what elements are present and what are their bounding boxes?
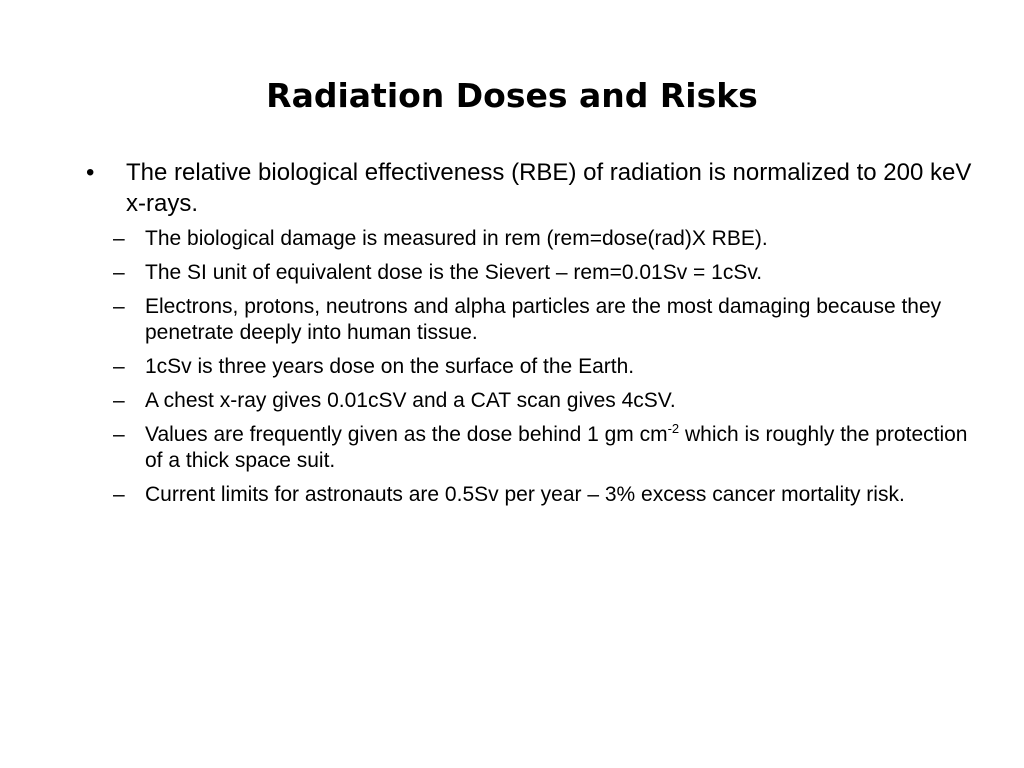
sub-bullet-text <box>145 423 967 472</box>
sub-bullet <box>113 422 973 474</box>
dash-marker: – <box>113 483 125 506</box>
sub-bullet <box>113 294 973 346</box>
dash-marker: – <box>113 389 125 412</box>
dash-marker: – <box>113 227 125 250</box>
sub-bullet <box>113 260 973 286</box>
superscript-exponent: -2 <box>667 421 680 436</box>
dash-marker: – <box>113 261 125 284</box>
main-bullet-text: The relative biological effectiveness (RBE) of radiation is normalized to 200 keV x-rays. <box>126 159 972 217</box>
dash-marker: – <box>113 355 125 378</box>
dash-marker: – <box>113 423 125 446</box>
sub-bullet-list <box>113 226 973 516</box>
sub-bullet-text: 1cSv is three years dose on the surface of the Earth. <box>145 355 635 378</box>
dash-marker: – <box>113 295 125 318</box>
sub-bullet-text: The biological damage is measured in rem (rem=dose(rad)X RBE). <box>145 227 768 250</box>
slide-title: Radiation Doses and Risks <box>266 76 758 115</box>
sub-bullet-text: Electrons, protons, neutrons and alpha particles are the most damaging because they penetrate deeply into human tissue. <box>145 295 942 344</box>
sub-bullet-text: The SI unit of equivalent dose is the Sievert – rem=0.01Sv = 1cSv. <box>145 261 763 284</box>
sub-bullet-text: A chest x-ray gives 0.01cSV and a CAT scan gives 4cSV. <box>145 389 676 412</box>
sub-bullet <box>113 482 973 508</box>
sub-bullet-text-before: Values are frequently given as the dose behind 1 gm cm <box>145 423 668 446</box>
sub-bullet <box>113 388 973 414</box>
bullet-marker: • <box>86 159 95 186</box>
sub-bullet <box>113 354 973 380</box>
sub-bullet <box>113 226 973 252</box>
sub-bullet-text-after: which is roughly the protection of a thick space suit. <box>145 423 968 472</box>
sub-bullet-text: Current limits for astronauts are 0.5Sv per year – 3% excess cancer mortality risk. <box>145 483 905 506</box>
